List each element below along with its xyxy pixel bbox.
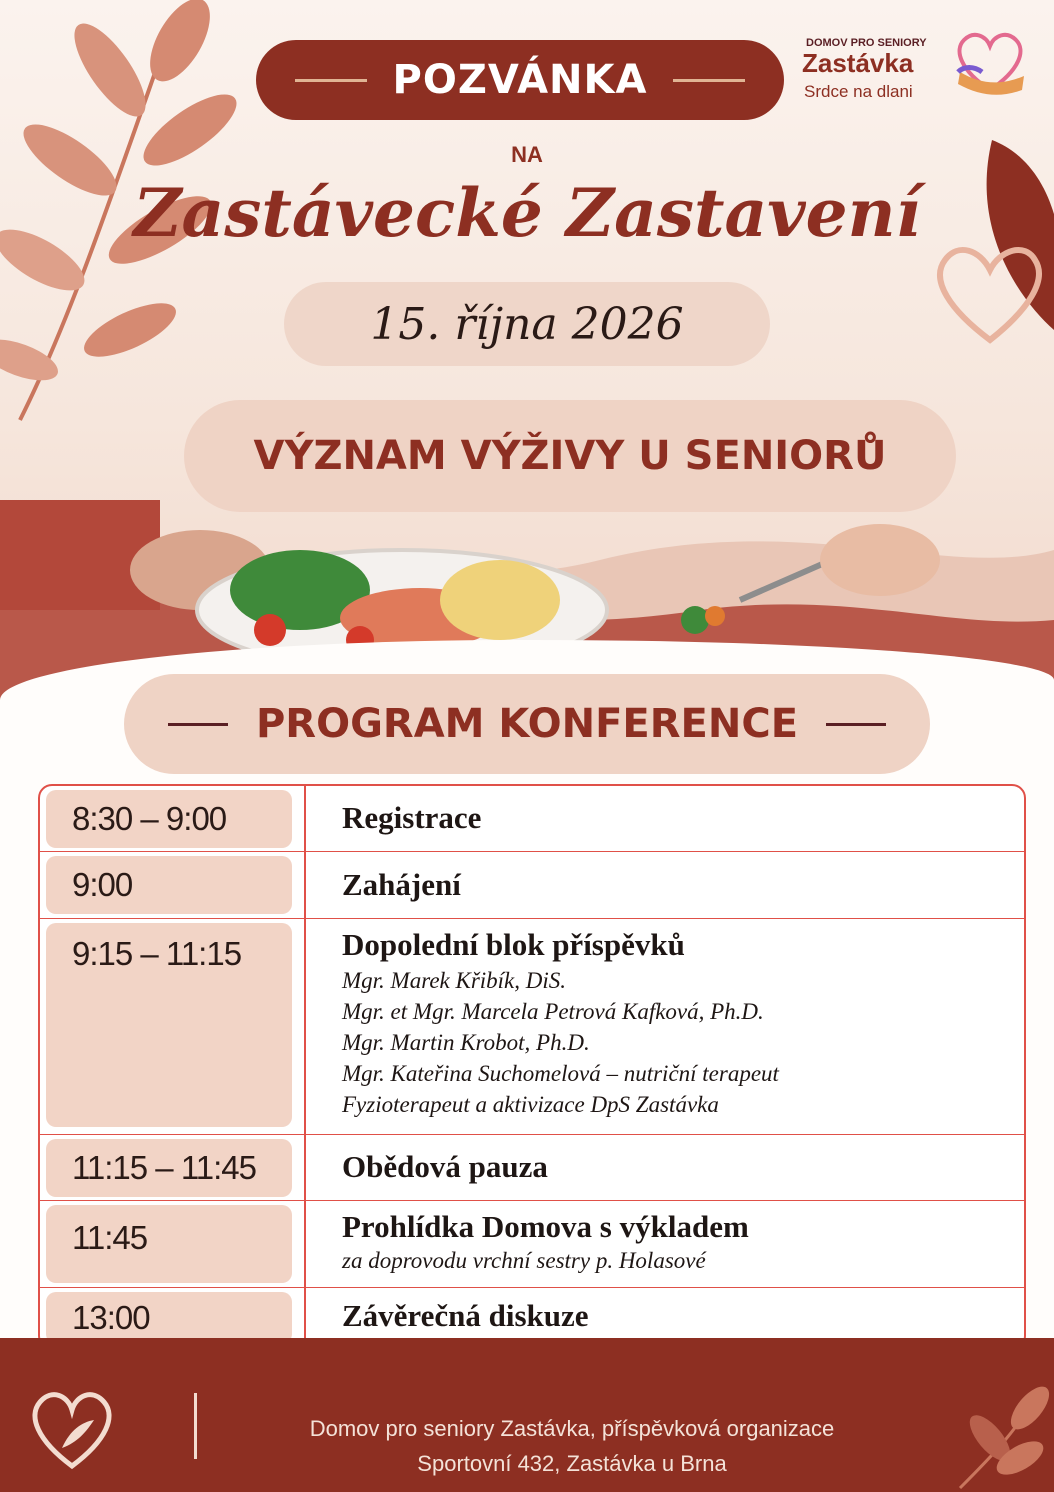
footer bbox=[0, 1338, 1054, 1492]
schedule-row bbox=[40, 786, 1024, 852]
logo-name: Zastávka bbox=[802, 48, 914, 78]
schedule-time: 11:45 bbox=[46, 1205, 292, 1283]
schedule-event: Prohlídka Domova s výkladem bbox=[342, 1209, 749, 1244]
schedule-row bbox=[40, 1201, 1024, 1288]
schedule-time: 11:15 – 11:45 bbox=[46, 1139, 292, 1197]
decor-line-right bbox=[826, 723, 886, 726]
heart-logo-icon bbox=[22, 1378, 122, 1478]
program-title: PROGRAM KONFERENCE bbox=[255, 701, 799, 747]
speaker-name: Fyzioterapeut a aktivizace DpS Zastávka bbox=[342, 1092, 719, 1117]
footer-organization: Domov pro seniory Zastávka, příspěvková organizace bbox=[309, 1416, 835, 1441]
na-label: NA bbox=[511, 142, 543, 167]
schedule-event: Dopolední blok příspěvků bbox=[342, 927, 685, 962]
event-title: Zastávecké Zastavení bbox=[133, 174, 921, 252]
schedule-row bbox=[40, 852, 1024, 919]
schedule-event: Závěrečná diskuze bbox=[342, 1298, 589, 1333]
logo-subtitle: Srdce na dlani bbox=[804, 82, 913, 101]
event-date: 15. října 2026 bbox=[284, 282, 770, 366]
speaker-name: Mgr. Kateřina Suchomelová – nutriční terapeut bbox=[342, 1061, 779, 1086]
speaker-name: Mgr. et Mgr. Marcela Petrová Kafková, Ph.D. bbox=[342, 999, 764, 1024]
schedule-event: Registrace bbox=[342, 800, 482, 835]
footer-address: Sportovní 432, Zastávka u Brna bbox=[417, 1451, 727, 1476]
schedule-time: 8:30 – 9:00 bbox=[46, 790, 292, 848]
schedule-time: 9:15 – 11:15 bbox=[46, 923, 292, 1127]
decor-line-right bbox=[673, 79, 745, 82]
event-note: za doprovodu vrchní sestry p. Holasové bbox=[342, 1248, 706, 1273]
program-heading bbox=[124, 674, 930, 774]
leaf-icon bbox=[950, 1378, 1050, 1492]
decor-line-left bbox=[295, 79, 367, 82]
speaker-name: Mgr. Martin Krobot, Ph.D. bbox=[342, 1030, 590, 1055]
speaker-list bbox=[342, 965, 779, 1120]
schedule-row bbox=[40, 1135, 1024, 1201]
speaker-name: Mgr. Marek Křibík, DiS. bbox=[342, 968, 567, 993]
heart-hand-icon bbox=[950, 20, 1030, 100]
schedule-time: 13:00 bbox=[46, 1292, 292, 1344]
footer-divider bbox=[194, 1393, 197, 1459]
invitation-label: POZVÁNKA bbox=[392, 57, 648, 103]
organization-logo bbox=[800, 34, 1040, 114]
event-topic: VÝZNAM VÝŽIVY U SENIORŮ bbox=[184, 400, 956, 512]
schedule-row bbox=[40, 919, 1024, 1135]
schedule-event: Zahájení bbox=[342, 867, 461, 902]
invitation-banner bbox=[256, 40, 784, 120]
schedule-time: 9:00 bbox=[46, 856, 292, 914]
decor-line-left bbox=[168, 723, 228, 726]
program-schedule-table bbox=[38, 784, 1026, 1350]
schedule-event: Obědová pauza bbox=[342, 1149, 548, 1184]
logo-small-text: DOMOV PRO SENIORY bbox=[806, 37, 927, 49]
